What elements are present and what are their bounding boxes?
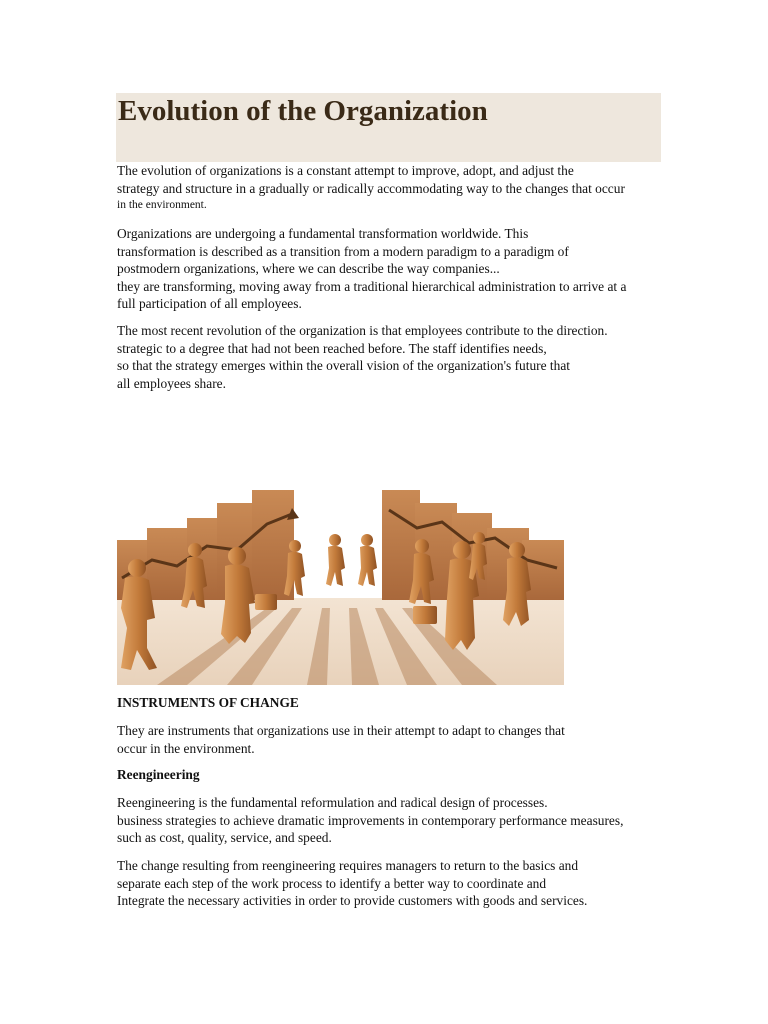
title-band	[116, 93, 661, 162]
text-line: business strategies to achieve dramatic improvements in contemporary performance measures,	[117, 812, 624, 828]
text-line: Organizations are undergoing a fundamental transformation worldwide. This	[117, 226, 529, 241]
section-reengineering	[117, 766, 657, 784]
paragraph-transformation	[117, 225, 657, 313]
paragraph-instruments	[117, 722, 657, 757]
page-title: Evolution of the Organization	[118, 95, 488, 127]
text-line: occur in the environment.	[117, 740, 255, 756]
text-line: full participation of all employees.	[117, 296, 302, 312]
paragraph-reengineering-change	[117, 857, 657, 910]
text-line: transformation is described as a transition from a modern paradigm to a paradigm of	[117, 243, 569, 259]
section-instruments	[117, 694, 657, 712]
text-line: Integrate the necessary activities in order to provide customers with goods and services.	[117, 893, 588, 909]
section-heading: Reengineering	[117, 767, 200, 782]
text-line: The most recent revolution of the organization is that employees contribute to the direction.	[117, 323, 608, 338]
text-line: postmodern organizations, where we can describe the way companies...	[117, 261, 500, 277]
paragraph-revolution	[117, 322, 657, 392]
text-line: Reengineering is the fundamental reformulation and radical design of processes.	[117, 795, 548, 810]
text-line: they are transforming, moving away from a traditional hierarchical administration to arrive at a	[117, 278, 627, 294]
text-line: They are instruments that organizations use in their attempt to adapt to changes that	[117, 723, 565, 738]
text-line: The change resulting from reengineering requires managers to return to the basics and	[117, 858, 579, 873]
paragraph-intro	[117, 162, 657, 215]
text-line: in the environment.	[117, 199, 207, 212]
text-line: such as cost, quality, service, and speed.	[117, 830, 332, 846]
text-line: separate each step of the work process to identify a better way to coordinate and	[117, 875, 547, 891]
section-heading: INSTRUMENTS OF CHANGE	[117, 695, 299, 710]
text-line: so that the strategy emerges within the overall vision of the organization's future that	[117, 358, 570, 374]
organization-change-illustration	[117, 458, 564, 685]
paragraph-reengineering-definition	[117, 794, 657, 847]
text-line: strategy and structure in a gradually or radically accommodating way to the changes that occur	[117, 180, 625, 196]
text-line: strategic to a degree that had not been reached before. The staff identifies needs,	[117, 340, 547, 356]
text-line: The evolution of organizations is a constant attempt to improve, adopt, and adjust the	[117, 163, 574, 178]
text-line: all employees share.	[117, 375, 226, 391]
